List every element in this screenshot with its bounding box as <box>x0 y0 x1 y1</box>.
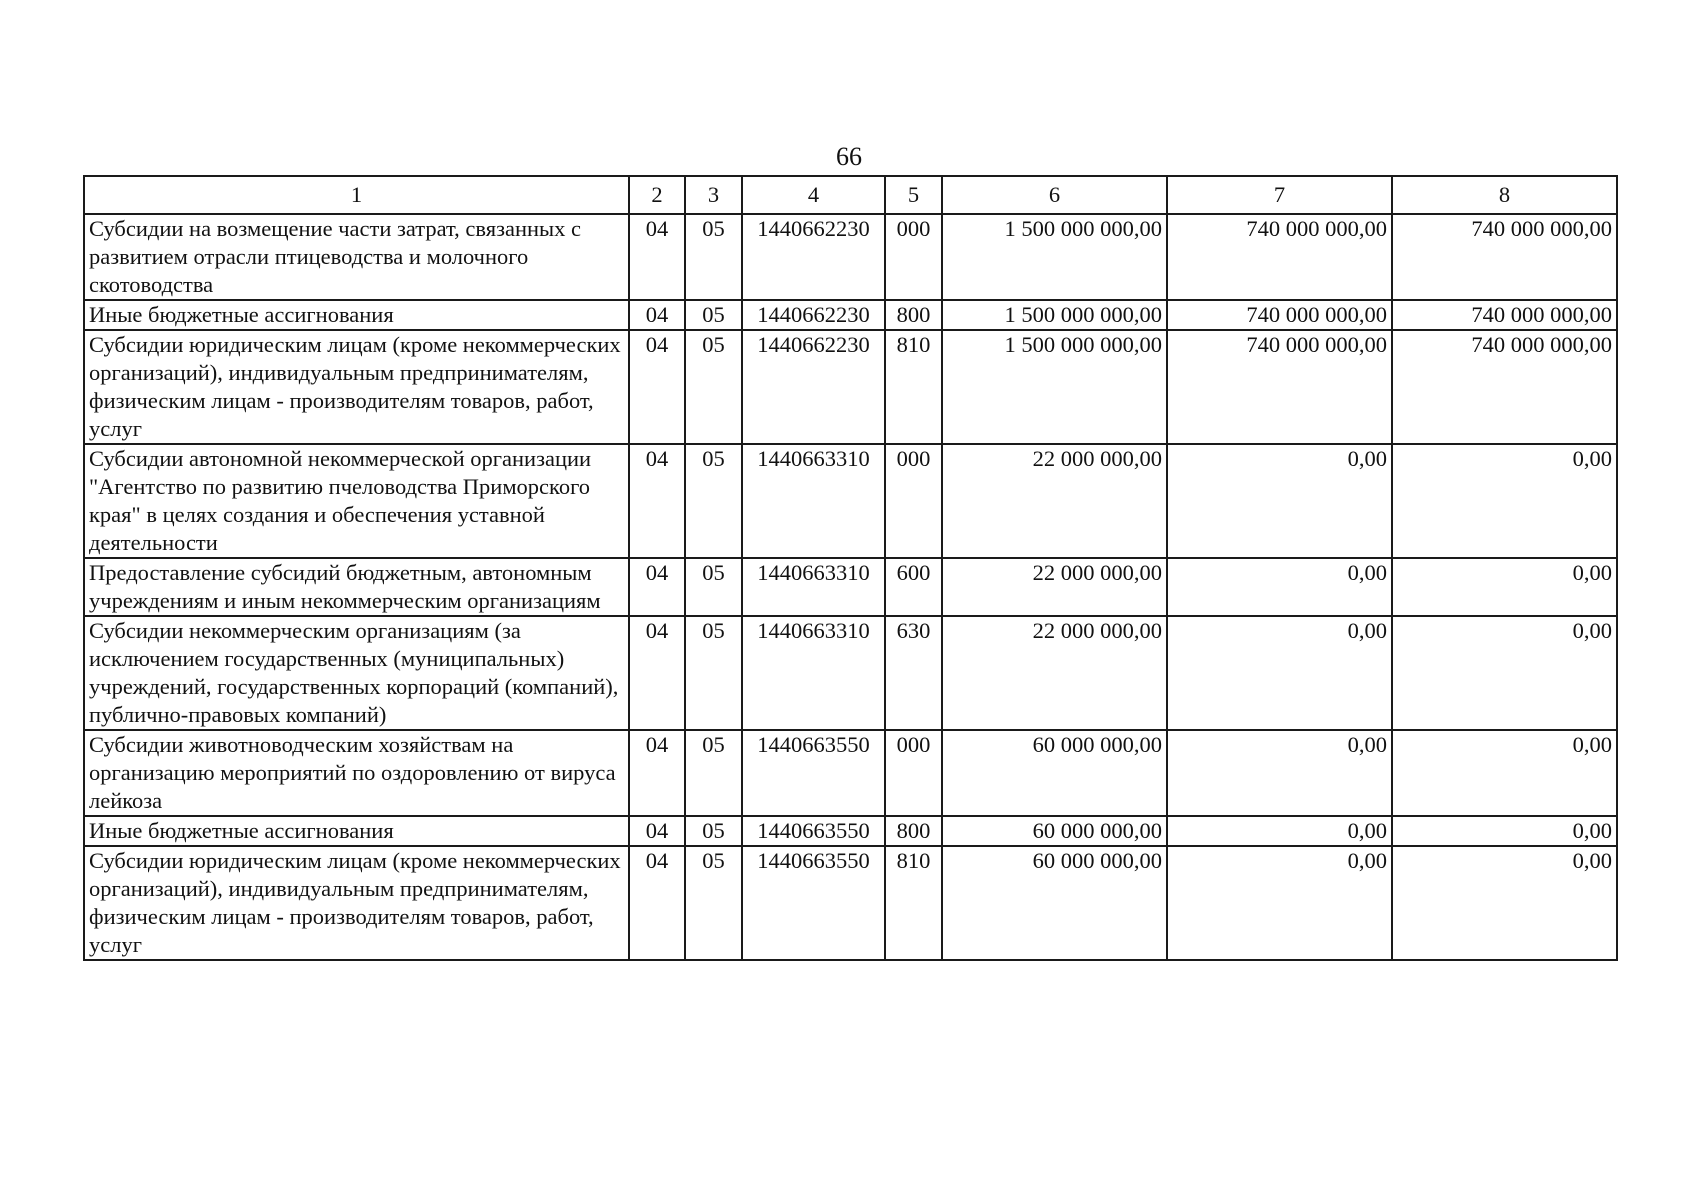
amount-value: 22 000 000,00 <box>1032 446 1162 471</box>
amount-col-7 <box>1167 444 1392 558</box>
column-header: 3 <box>685 176 742 214</box>
column-header: 5 <box>885 176 942 214</box>
target-article-code: 1440663310 <box>742 558 885 616</box>
amount-value: 0,00 <box>1347 732 1387 757</box>
section-code: 04 <box>629 444 685 558</box>
amount-col-8 <box>1392 330 1617 444</box>
table-row <box>84 214 1617 300</box>
amount-col-6 <box>942 330 1167 444</box>
table-row <box>84 730 1617 816</box>
amount-value: 22 000 000,00 <box>1032 618 1162 643</box>
subsection-code: 05 <box>685 730 742 816</box>
table-row <box>84 300 1617 330</box>
target-article-code: 1440663550 <box>742 846 885 960</box>
amount-col-7 <box>1167 214 1392 300</box>
amount-col-6 <box>942 730 1167 816</box>
row-name: Субсидии на возмещение части затрат, связанных с развитием отрасли птицеводства и молочного скотоводства <box>84 214 629 300</box>
subsection-code: 05 <box>685 300 742 330</box>
target-article-code: 1440663550 <box>742 816 885 846</box>
table-row <box>84 444 1617 558</box>
amount-value: 1 500 000 000,00 <box>1004 302 1162 327</box>
amount-value: 0,00 <box>1347 848 1387 873</box>
amount-value: 0,00 <box>1572 618 1612 643</box>
row-name: Субсидии автономной некоммерческой организации "Агентство по развитию пчеловодства Приморского края" в целях создания и обеспечения уставной деятельности <box>84 444 629 558</box>
subsection-code: 05 <box>685 816 742 846</box>
section-code: 04 <box>629 730 685 816</box>
target-article-code: 1440663310 <box>742 616 885 730</box>
subsection-code: 05 <box>685 214 742 300</box>
amount-value: 740 000 000,00 <box>1246 216 1387 241</box>
column-header: 6 <box>942 176 1167 214</box>
subsection-code: 05 <box>685 444 742 558</box>
amount-value: 60 000 000,00 <box>1032 848 1162 873</box>
amount-col-6 <box>942 846 1167 960</box>
table-row <box>84 616 1617 730</box>
amount-value: 740 000 000,00 <box>1471 332 1612 357</box>
page-number: 66 <box>836 142 862 171</box>
target-article-code: 1440662230 <box>742 214 885 300</box>
expense-type-code: 810 <box>885 330 942 444</box>
subsection-code: 05 <box>685 558 742 616</box>
row-name: Субсидии юридическим лицам (кроме некоммерческих организаций), индивидуальным предпринимателям, физическим лицам - производителям товаров, работ, услуг <box>84 846 629 960</box>
amount-value: 0,00 <box>1572 818 1612 843</box>
amount-col-8 <box>1392 558 1617 616</box>
amount-value: 60 000 000,00 <box>1032 732 1162 757</box>
row-name: Субсидии некоммерческим организациям (за исключением государственных (муниципальных) учреждений, государственных корпораций (компаний), публично-правовых компаний) <box>84 616 629 730</box>
amount-value: 740 000 000,00 <box>1246 302 1387 327</box>
row-name: Иные бюджетные ассигнования <box>84 816 629 846</box>
amount-value: 0,00 <box>1347 446 1387 471</box>
amount-value: 1 500 000 000,00 <box>1004 216 1162 241</box>
table-row <box>84 846 1617 960</box>
section-code: 04 <box>629 330 685 444</box>
table-row <box>84 330 1617 444</box>
target-article-code: 1440662230 <box>742 330 885 444</box>
amount-value: 0,00 <box>1572 446 1612 471</box>
amount-value: 0,00 <box>1572 560 1612 585</box>
expense-type-code: 000 <box>885 730 942 816</box>
amount-col-6 <box>942 300 1167 330</box>
expense-type-code: 600 <box>885 558 942 616</box>
amount-value: 0,00 <box>1572 848 1612 873</box>
amount-value: 60 000 000,00 <box>1032 818 1162 843</box>
amount-value: 740 000 000,00 <box>1471 302 1612 327</box>
column-header: 2 <box>629 176 685 214</box>
section-code: 04 <box>629 558 685 616</box>
amount-col-6 <box>942 816 1167 846</box>
amount-col-8 <box>1392 816 1617 846</box>
target-article-code: 1440662230 <box>742 300 885 330</box>
section-code: 04 <box>629 816 685 846</box>
amount-col-7 <box>1167 330 1392 444</box>
subsection-code: 05 <box>685 330 742 444</box>
header-row <box>84 176 1617 214</box>
amount-col-7 <box>1167 730 1392 816</box>
amount-value: 0,00 <box>1347 618 1387 643</box>
amount-col-8 <box>1392 444 1617 558</box>
amount-col-8 <box>1392 300 1617 330</box>
section-code: 04 <box>629 214 685 300</box>
column-header: 8 <box>1392 176 1617 214</box>
target-article-code: 1440663310 <box>742 444 885 558</box>
expense-type-code: 800 <box>885 300 942 330</box>
expense-type-code: 000 <box>885 214 942 300</box>
row-name: Субсидии юридическим лицам (кроме некоммерческих организаций), индивидуальным предпринимателям, физическим лицам - производителям товаров, работ, услуг <box>84 330 629 444</box>
amount-col-7 <box>1167 558 1392 616</box>
amount-col-8 <box>1392 730 1617 816</box>
expense-type-code: 630 <box>885 616 942 730</box>
amount-value: 22 000 000,00 <box>1032 560 1162 585</box>
budget-table <box>83 175 1618 961</box>
expense-type-code: 000 <box>885 444 942 558</box>
row-name: Предоставление субсидий бюджетным, автономным учреждениям и иным некоммерческим организациям <box>84 558 629 616</box>
column-header: 1 <box>84 176 629 214</box>
amount-value: 740 000 000,00 <box>1471 216 1612 241</box>
amount-value: 740 000 000,00 <box>1246 332 1387 357</box>
expense-type-code: 810 <box>885 846 942 960</box>
expense-type-code: 800 <box>885 816 942 846</box>
row-name: Иные бюджетные ассигнования <box>84 300 629 330</box>
amount-col-6 <box>942 616 1167 730</box>
table-row <box>84 558 1617 616</box>
amount-col-6 <box>942 444 1167 558</box>
section-code: 04 <box>629 616 685 730</box>
table-row <box>84 816 1617 846</box>
amount-col-7 <box>1167 616 1392 730</box>
amount-col-7 <box>1167 846 1392 960</box>
target-article-code: 1440663550 <box>742 730 885 816</box>
subsection-code: 05 <box>685 846 742 960</box>
amount-value: 0,00 <box>1347 560 1387 585</box>
column-header: 4 <box>742 176 885 214</box>
amount-value: 0,00 <box>1572 732 1612 757</box>
row-name: Субсидии животноводческим хозяйствам на организацию мероприятий по оздоровлению от вируса лейкоза <box>84 730 629 816</box>
amount-col-8 <box>1392 616 1617 730</box>
section-code: 04 <box>629 300 685 330</box>
subsection-code: 05 <box>685 616 742 730</box>
amount-col-7 <box>1167 816 1392 846</box>
amount-col-7 <box>1167 300 1392 330</box>
amount-value: 1 500 000 000,00 <box>1004 332 1162 357</box>
amount-value: 0,00 <box>1347 818 1387 843</box>
column-header: 7 <box>1167 176 1392 214</box>
amount-col-6 <box>942 214 1167 300</box>
amount-col-8 <box>1392 846 1617 960</box>
section-code: 04 <box>629 846 685 960</box>
amount-col-8 <box>1392 214 1617 300</box>
amount-col-6 <box>942 558 1167 616</box>
